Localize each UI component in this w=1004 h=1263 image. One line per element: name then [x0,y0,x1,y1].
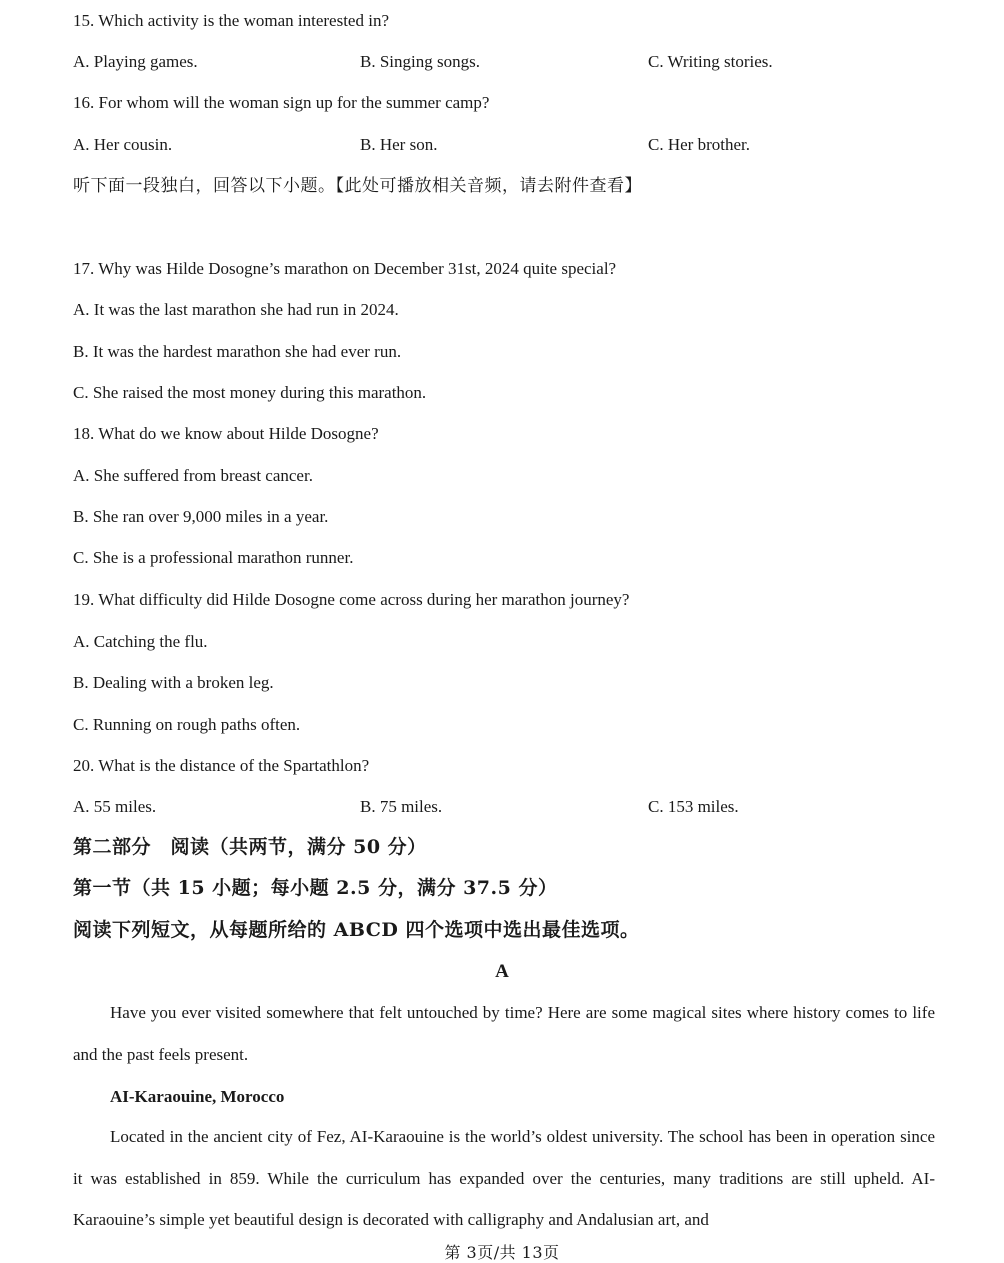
site1-paragraph: Located in the ancient city of Fez, AI-Karaouine is the world’s oldest university. The school has been in operation since it was established in 859. While the curriculum has expanded over the centuries, many traditions are still upheld. AI-Karaouine’s simple yet beautiful design is decorated with calligraphy and Andalusian art, and [73,1127,935,1229]
passage-label: A [495,961,509,982]
page-footer: 第 3页/共 13页 [444,1243,560,1262]
site1-heading: AI-Karaouine, Morocco [110,1087,285,1106]
q17-option-c: C. She raised the most money during this marathon. [73,383,427,402]
q18-option-a: A. She suffered from breast cancer. [73,466,313,485]
q20-option-a: A. 55 miles. [73,797,157,816]
reading-instruction: 阅读下列短文，从每题所给的 ABCD 四个选项中选出最佳选项。 [73,919,640,941]
passage-intro: Have you ever visited somewhere that felt untouched by time? Here are some magical sites where history comes to life and the past feels present. [73,1003,935,1064]
q19-option-c: C. Running on rough paths often. [73,715,301,734]
q18-option-c: C. She is a professional marathon runner. [73,548,354,567]
q16-option-b: B. Her son. [360,135,438,154]
q15-option-a: A. Playing games. [73,52,198,71]
q20-option-b: B. 75 miles. [360,797,443,816]
q19-option-b: B. Dealing with a broken leg. [73,673,274,692]
q17-option-a: A. It was the last marathon she had run in 2024. [73,300,399,319]
question-20: 20. What is the distance of the Spartathlon? [73,756,370,775]
q15-option-c: C. Writing stories. [648,52,773,71]
q19-option-a: A. Catching the flu. [73,632,208,651]
question-18: 18. What do we know about Hilde Dosogne? [73,424,379,443]
question-17: 17. Why was Hilde Dosogne’s marathon on December 31st, 2024 quite special? [73,259,617,278]
monologue-instruction: 听下面一段独白，回答以下小题。【此处可播放相关音频，请去附件查看】 [73,176,642,196]
q17-option-b: B. It was the hardest marathon she had ever run. [73,342,402,361]
question-16: 16. For whom will the woman sign up for the summer camp? [73,93,490,112]
q16-option-c: C. Her brother. [648,135,750,154]
q15-option-b: B. Singing songs. [360,52,480,71]
question-19: 19. What difficulty did Hilde Dosogne come across during her marathon journey? [73,590,630,609]
q20-option-c: C. 153 miles. [648,797,739,816]
section1-title: 第一节（共 15 小题；每小题 2.5 分，满分 37.5 分） [73,877,558,899]
question-15: 15. Which activity is the woman interested in? [73,11,389,30]
q18-option-b: B. She ran over 9,000 miles in a year. [73,507,329,526]
q16-option-a: A. Her cousin. [73,135,173,154]
part2-title: 第二部分 阅读（共两节，满分 50 分） [73,836,427,858]
